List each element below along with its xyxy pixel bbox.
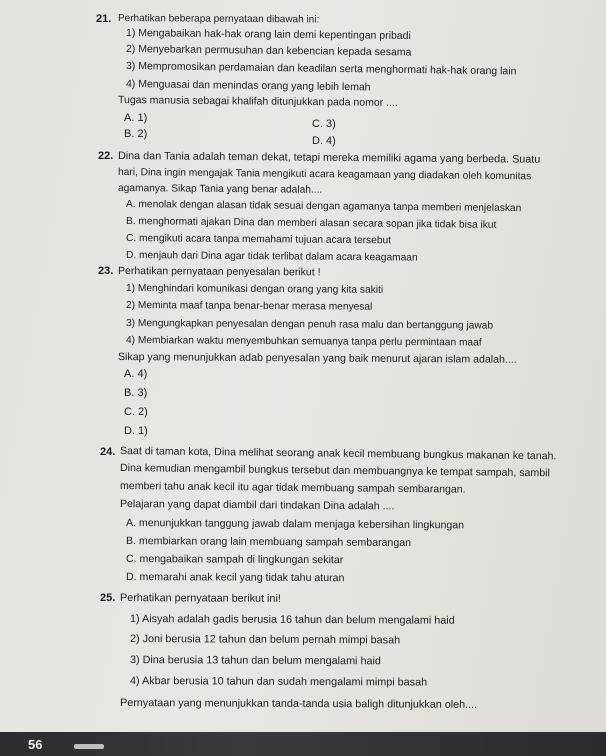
statement-2: 2) Joni berusia 12 tahun dan belum pernah mimpi basah — [129, 633, 401, 647]
question-number: 23. — [98, 265, 114, 277]
option-b[interactable]: B. menghormati ajakan Dina dan memberi alasan secara sopan jika tidak bisa ikut — [125, 216, 497, 231]
question-number: 25. — [100, 592, 116, 604]
question-stem-line-4: Pelajaran yang dapat diambil dari tindakan Dina adalah .... — [119, 498, 395, 513]
option-c[interactable]: C. 3) — [312, 118, 336, 130]
option-d[interactable]: D. 4) — [312, 135, 336, 147]
question-stem-line-2: hari, Dina ingin mengajak Tania mengikuti acara keagamaan yang diadakan oleh komunitas — [117, 167, 532, 183]
statement-2: 2) Menyebarkan permusuhan dan kebencian kepada sesama — [125, 43, 412, 59]
option-c[interactable]: C. mengabaikan sampah di lingkungan sekitar — [125, 553, 344, 567]
statement-4: 4) Membiarkan waktu menyembuhkan semuanya tanpa perlu permintaan maaf — [125, 335, 482, 349]
question-stem-line-3: agamanya. Sikap Tania yang benar adalah.... — [117, 183, 323, 196]
question-stem: Perhatikan beberapa pernyataan dibawah ini: — [117, 13, 320, 26]
statement-2: 2) Meminta maaf tanpa benar-benar merasa menyesal — [125, 300, 373, 313]
question-stem: Perhatikan pernyataan penyesalan berikut ! — [117, 265, 321, 279]
question-prompt: Tugas manusia sebagai khalifah ditunjukkan pada nomor .... — [117, 94, 398, 109]
footer-decoration — [74, 744, 104, 749]
statement-3: 3) Mempromosikan perdamaian dan keadilan serta menghormati hak-hak orang lain — [125, 60, 517, 78]
statement-3: 3) Dina berusia 13 tahun dan belum mengalami haid — [129, 654, 381, 668]
option-a[interactable]: A. 4) — [124, 368, 148, 380]
statement-4: 4) Menguasai dan menindas orang yang lebih lemah — [125, 78, 371, 94]
question-prompt: Sikap yang menunjukkan adab penyesalan yang baik menurut ajaran islam adalah.... — [117, 351, 517, 366]
option-a[interactable]: A. 1) — [124, 112, 148, 124]
question-stem-line-1: Saat di taman kota, Dina melihat seorang anak kecil membuang bungkus makanan ke tanah. — [119, 445, 557, 463]
option-d[interactable]: D. memarahi anak kecil yang tidak tahu aturan — [125, 571, 345, 585]
statement-4: 4) Akbar berusia 10 tahun dan sudah mengalami mimpi basah — [129, 675, 428, 689]
option-b[interactable]: B. membiarkan orang lain membuang sampah sembarangan — [125, 535, 412, 549]
page-number: 56 — [28, 737, 43, 752]
question-stem-line-1: Dina dan Tania adalah teman dekat, tetapi mereka memiliki agama yang berbeda. Suatu — [117, 150, 541, 166]
page-footer — [0, 732, 606, 756]
option-b[interactable]: B. 2) — [124, 128, 148, 140]
option-a[interactable]: A. menunjukkan tanggung jawab dalam menjaga kebersihan lingkungan — [125, 517, 465, 532]
question-number: 24. — [100, 446, 116, 458]
question-number: 22. — [98, 150, 114, 162]
question-stem-line-3: memberi tahu anak kecil itu agar tidak membuang sampah sembarangan. — [119, 480, 466, 496]
option-d[interactable]: D. menjauh dari Dina agar tidak terlibat dalam acara keagamaan — [125, 250, 418, 264]
question-number: 21. — [95, 13, 112, 26]
statement-1: 1) Menghindari komunikasi dengan orang yang kita sakiti — [125, 283, 384, 296]
statement-1: 1) Aisyah adalah gadis berusia 16 tahun dan belum mengalami haid — [129, 613, 455, 627]
option-d[interactable]: D. 1) — [124, 425, 148, 437]
option-c[interactable]: C. mengikuti acara tanpa memahami tujuan acara tersebut — [125, 233, 392, 247]
statement-1: 1) Mengabaikan hak-hak orang lain demi kepentingan pribadi — [125, 27, 411, 42]
statement-3: 3) Mengungkapkan penyesalan dengan penuh rasa malu dan bertanggung jawab — [125, 318, 494, 332]
option-a[interactable]: A. menolak dengan alasan tidak sesuai dengan agamanya tanpa memberi menjelaskan — [125, 199, 522, 215]
question-stem: Perhatikan pernyataan berikut ini! — [119, 592, 281, 605]
option-c[interactable]: C. 2) — [124, 406, 148, 418]
option-b[interactable]: B. 3) — [124, 387, 148, 399]
question-prompt: Pernyataan yang menunjukkan tanda-tanda usia baligh ditunjukkan oleh.... — [119, 697, 478, 711]
question-stem-line-2: Dina kemudian mengambil bungkus tersebut dan membuangnya ke tempat sampah, sambil — [119, 462, 550, 480]
